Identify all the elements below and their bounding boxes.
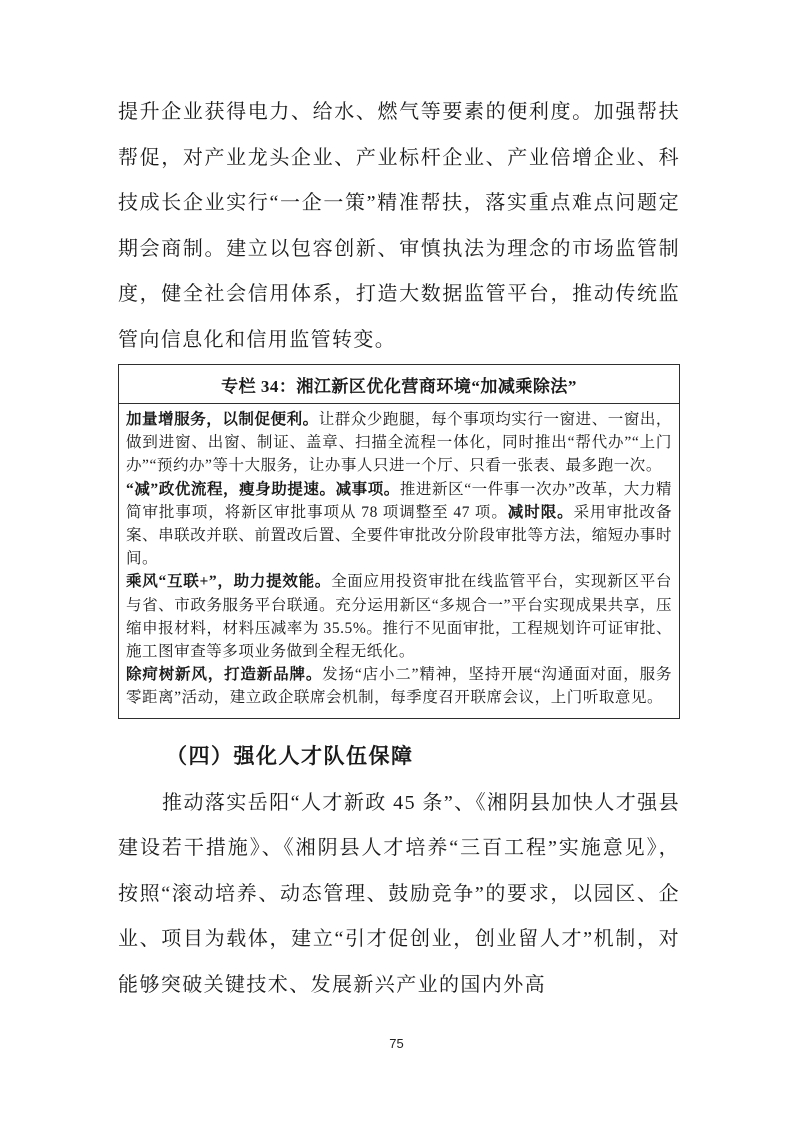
box-paragraph-add-services xyxy=(126,408,672,478)
box-paragraph-add-lead: 加量增服务，以制促便利。 xyxy=(126,411,319,428)
box-paragraph-internet-plus xyxy=(126,570,672,663)
page-number: 75 xyxy=(389,1036,404,1051)
box-paragraph-brand-body: 发扬“店小二”精神，坚持开展“沟通面对面，服务零距离”活动，建立政企联席会机制，每季度召开联席会议，上门听取意见。 xyxy=(126,666,672,707)
column-box-body xyxy=(119,404,679,718)
box-paragraph-internet-body: 全面应用投资审批在线监管平台，实现新区平台与省、市政务服务平台联通。充分运用新区“多规合一”平台实现成果共享，压缩申报材料，材料压减率为 35.5%。推行不见面审批，工程规划许可证审批、施工图审查等多项业务做到全程无纸化。 xyxy=(126,573,672,661)
box-paragraph-new-brand xyxy=(126,663,672,709)
box-paragraph-brand-lead: 除疴树新风，打造新品牌。 xyxy=(126,666,323,684)
box-paragraph-internet-lead: 乘风“互联+”，助力提效能。 xyxy=(126,573,332,591)
paragraph-talent-policy: 推动落实岳阳“人才新政 45 条”、《湘阴县加快人才强县建设若干措施》、《湘阴县人才培养“三百工程”实施意见》，按照“滚动培养、动态管理、鼓励竞争”的要求，以园区、企业、项目为载体，建立“引才促创业，创业留人才”机制，对能够突破关键技术、发展新兴产业的国内外高 xyxy=(118,791,680,996)
box-paragraph-reduce-process xyxy=(126,478,672,571)
column-box-34 xyxy=(118,364,680,719)
box-paragraph-reduce-body1: 推进新区“一件事一次办”改革，大力精简审批事项，将新区审批事项从 78 项调整至 47 项。 xyxy=(126,480,672,521)
section-heading-talent: （四）强化人才队伍保障 xyxy=(166,743,414,768)
column-box-title: 专栏 34：湘江新区优化营商环境“加减乘除法” xyxy=(119,365,679,404)
box-paragraph-reduce-lead: “减”政优流程，瘦身助提速。减事项。 xyxy=(126,480,400,498)
box-paragraph-reduce-lead2: 减时限。 xyxy=(507,503,574,521)
box-paragraph-add-body: 让群众少跑腿，每个事项均实行一窗进、一窗出，做到进窗、出窗、制证、盖章、扫描全流程一体化，同时推出“帮代办”“上门办”“预约办”等十大服务，让办事人只进一个厅、只看一张表、最多跑一次。 xyxy=(126,411,672,475)
box-paragraph-reduce-body2: 采用审批改备案、串联改并联、前置改后置、全要件审批改分阶段审批等方法，缩短办事时间。 xyxy=(126,503,672,568)
page-content xyxy=(118,90,680,1008)
paragraph-market-regulation: 提升企业获得电力、给水、燃气等要素的便利度。加强帮扶帮促，对产业龙头企业、产业标杆企业、产业倍增企业、科技成长企业实行“一企一策”精准帮扶，落实重点难点问题定期会商制。建立以包容创新、审慎执法为理念的市场监管制度，健全社会信用体系，打造大数据监管平台，推动传统监管向信息化和信用监管转变。 xyxy=(118,101,680,351)
